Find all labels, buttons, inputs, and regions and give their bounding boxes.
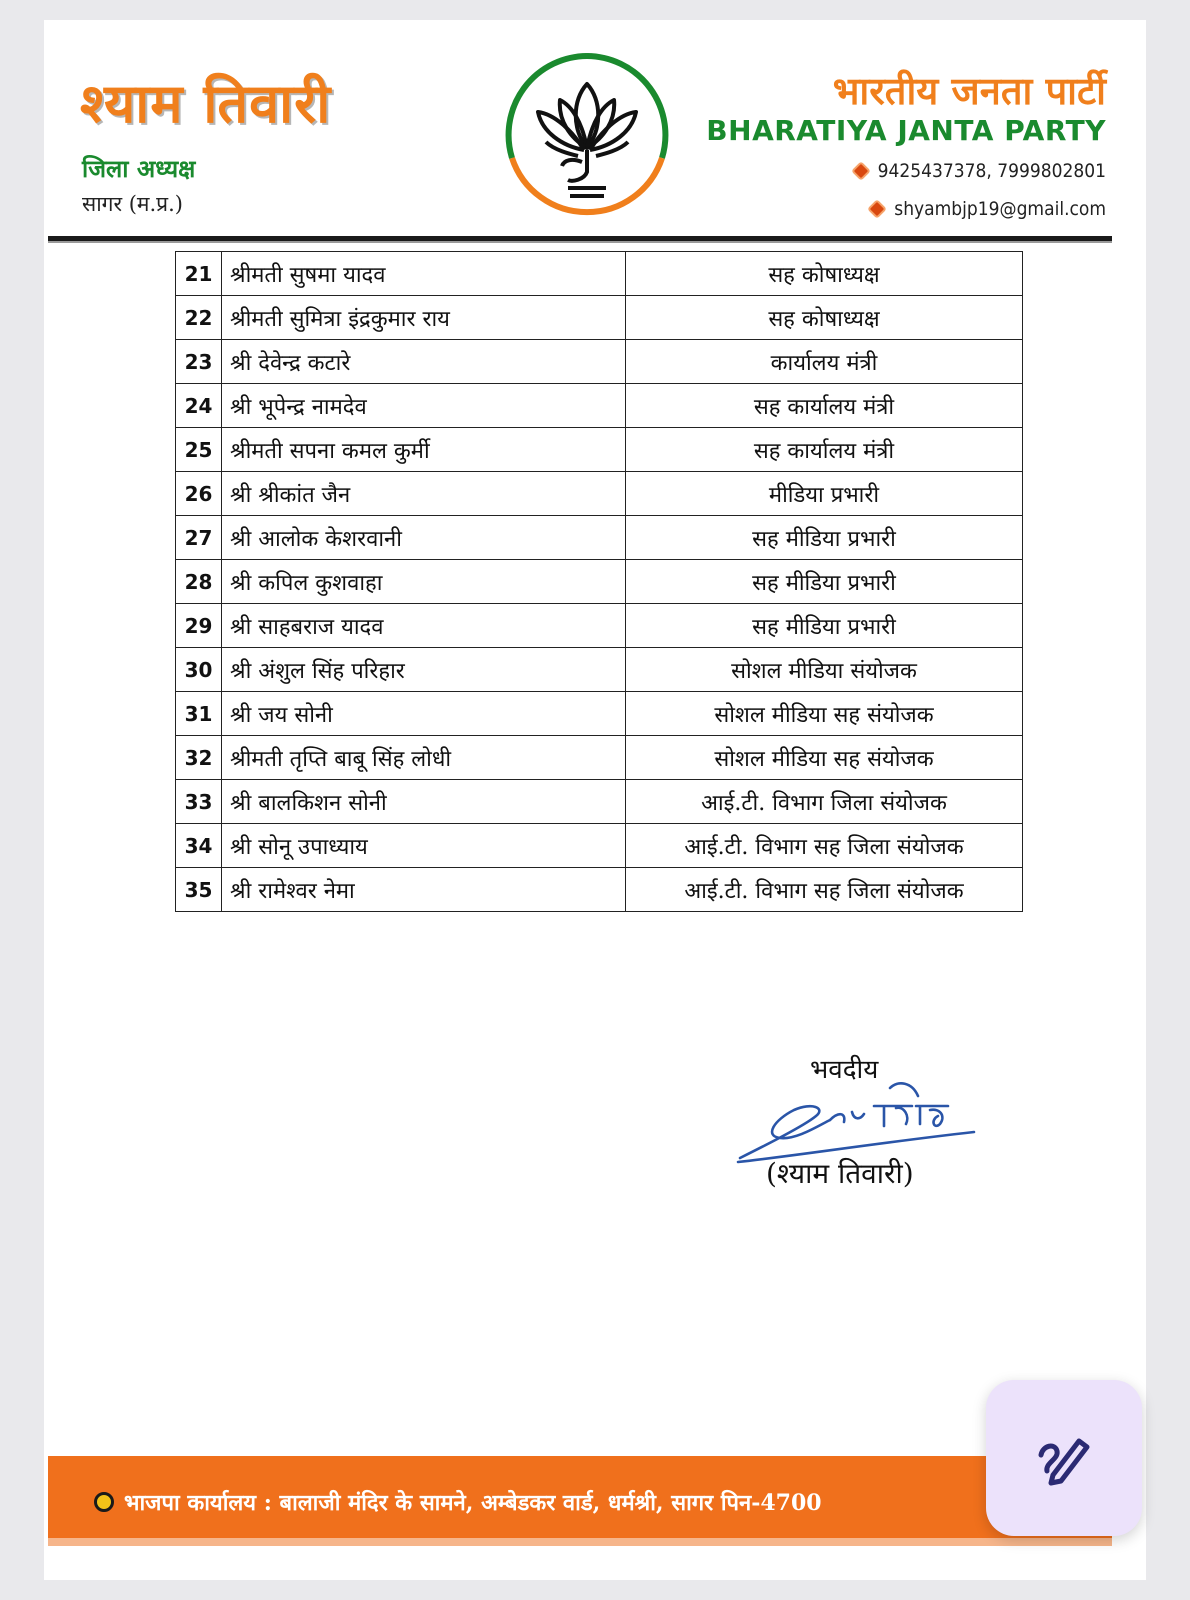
member-number: 24: [176, 384, 222, 428]
member-name: श्री भूपेन्द्र नामदेव: [222, 384, 626, 428]
edit-pen-icon: [1033, 1427, 1095, 1489]
sender-place: सागर (म.प्र.): [82, 192, 183, 216]
table-row: [176, 560, 1023, 604]
member-post: आई.टी. विभाग सह जिला संयोजक: [626, 824, 1023, 868]
footer-strip: [48, 1538, 1112, 1546]
table-row: [176, 736, 1023, 780]
member-name: श्रीमती तृप्ति बाबू सिंह लोधी: [222, 736, 626, 780]
member-post: सह कोषाध्यक्ष: [626, 252, 1023, 296]
member-post: सह मीडिया प्रभारी: [626, 604, 1023, 648]
party-name-english: BHARATIYA JANTA PARTY: [706, 114, 1106, 147]
member-name: श्री अंशुल सिंह परिहार: [222, 648, 626, 692]
member-name: श्री साहबराज यादव: [222, 604, 626, 648]
edit-button[interactable]: [986, 1380, 1142, 1536]
email-line: [870, 198, 1106, 220]
member-number: 28: [176, 560, 222, 604]
closing-salutation: भवदीय: [810, 1055, 879, 1085]
table-row: [176, 648, 1023, 692]
member-post: सह कोषाध्यक्ष: [626, 296, 1023, 340]
member-post: सह कार्यालय मंत्री: [626, 384, 1023, 428]
member-number: 35: [176, 868, 222, 912]
member-name: श्री देवेन्द्र कटारे: [222, 340, 626, 384]
member-post: मीडिया प्रभारी: [626, 472, 1023, 516]
member-number: 25: [176, 428, 222, 472]
table-row: [176, 604, 1023, 648]
member-name: श्री बालकिशन सोनी: [222, 780, 626, 824]
table-row: [176, 780, 1023, 824]
member-number: 23: [176, 340, 222, 384]
table-row: [176, 692, 1023, 736]
member-name: श्री आलोक केशरवानी: [222, 516, 626, 560]
member-post: सोशल मीडिया संयोजक: [626, 648, 1023, 692]
member-name: श्री सोनू उपाध्याय: [222, 824, 626, 868]
header-divider-shadow: [48, 241, 1112, 243]
table-row: [176, 428, 1023, 472]
sender-designation: जिला अध्यक्ष: [82, 154, 196, 183]
member-number: 30: [176, 648, 222, 692]
phone-numbers: 9425437378, 7999802801: [877, 160, 1106, 182]
member-post: सोशल मीडिया सह संयोजक: [626, 692, 1023, 736]
member-post: सोशल मीडिया सह संयोजक: [626, 736, 1023, 780]
member-number: 33: [176, 780, 222, 824]
sender-name: श्याम तिवारी: [80, 71, 332, 135]
member-name: श्री कपिल कुशवाहा: [222, 560, 626, 604]
member-name: श्रीमती सुमित्रा इंद्रकुमार राय: [222, 296, 626, 340]
phone-line: [854, 160, 1106, 182]
table-row: [176, 868, 1023, 912]
diamond-bullet-icon: [851, 161, 871, 181]
member-post: आई.टी. विभाग जिला संयोजक: [626, 780, 1023, 824]
table-row: [176, 824, 1023, 868]
member-post: सह मीडिया प्रभारी: [626, 560, 1023, 604]
bjp-lotus-logo: [502, 50, 672, 220]
table-row: [176, 516, 1023, 560]
signer-name: (श्याम तिवारी): [766, 1157, 914, 1190]
footer-address: भाजपा कार्यालय : बालाजी मंदिर के सामने, अम्बेडकर वार्ड, धर्मश्री, सागर पिन-4700: [124, 1490, 822, 1516]
letterhead-page: [44, 20, 1146, 1580]
table-row: [176, 472, 1023, 516]
party-name-hindi: भारतीय जनता पार्टी: [832, 68, 1106, 113]
member-name: श्री रामेश्वर नेमा: [222, 868, 626, 912]
member-number: 31: [176, 692, 222, 736]
table-row: [176, 340, 1023, 384]
member-name: श्रीमती सपना कमल कुर्मी: [222, 428, 626, 472]
member-number: 27: [176, 516, 222, 560]
member-name: श्रीमती सुषमा यादव: [222, 252, 626, 296]
office-bearers-table: [175, 251, 1023, 912]
member-post: सह कार्यालय मंत्री: [626, 428, 1023, 472]
member-name: श्री श्रीकांत जैन: [222, 472, 626, 516]
table-row: [176, 384, 1023, 428]
table-row: [176, 296, 1023, 340]
member-name: श्री जय सोनी: [222, 692, 626, 736]
member-post: सह मीडिया प्रभारी: [626, 516, 1023, 560]
email-address: shyambjp19@gmail.com: [894, 198, 1106, 220]
member-number: 22: [176, 296, 222, 340]
member-number: 29: [176, 604, 222, 648]
member-post: आई.टी. विभाग सह जिला संयोजक: [626, 868, 1023, 912]
member-number: 26: [176, 472, 222, 516]
member-number: 34: [176, 824, 222, 868]
member-number: 21: [176, 252, 222, 296]
location-pin-icon: [94, 1492, 114, 1512]
footer-address-line: [94, 1487, 822, 1517]
diamond-bullet-icon: [867, 199, 887, 219]
table-row: [176, 252, 1023, 296]
member-post: कार्यालय मंत्री: [626, 340, 1023, 384]
member-number: 32: [176, 736, 222, 780]
